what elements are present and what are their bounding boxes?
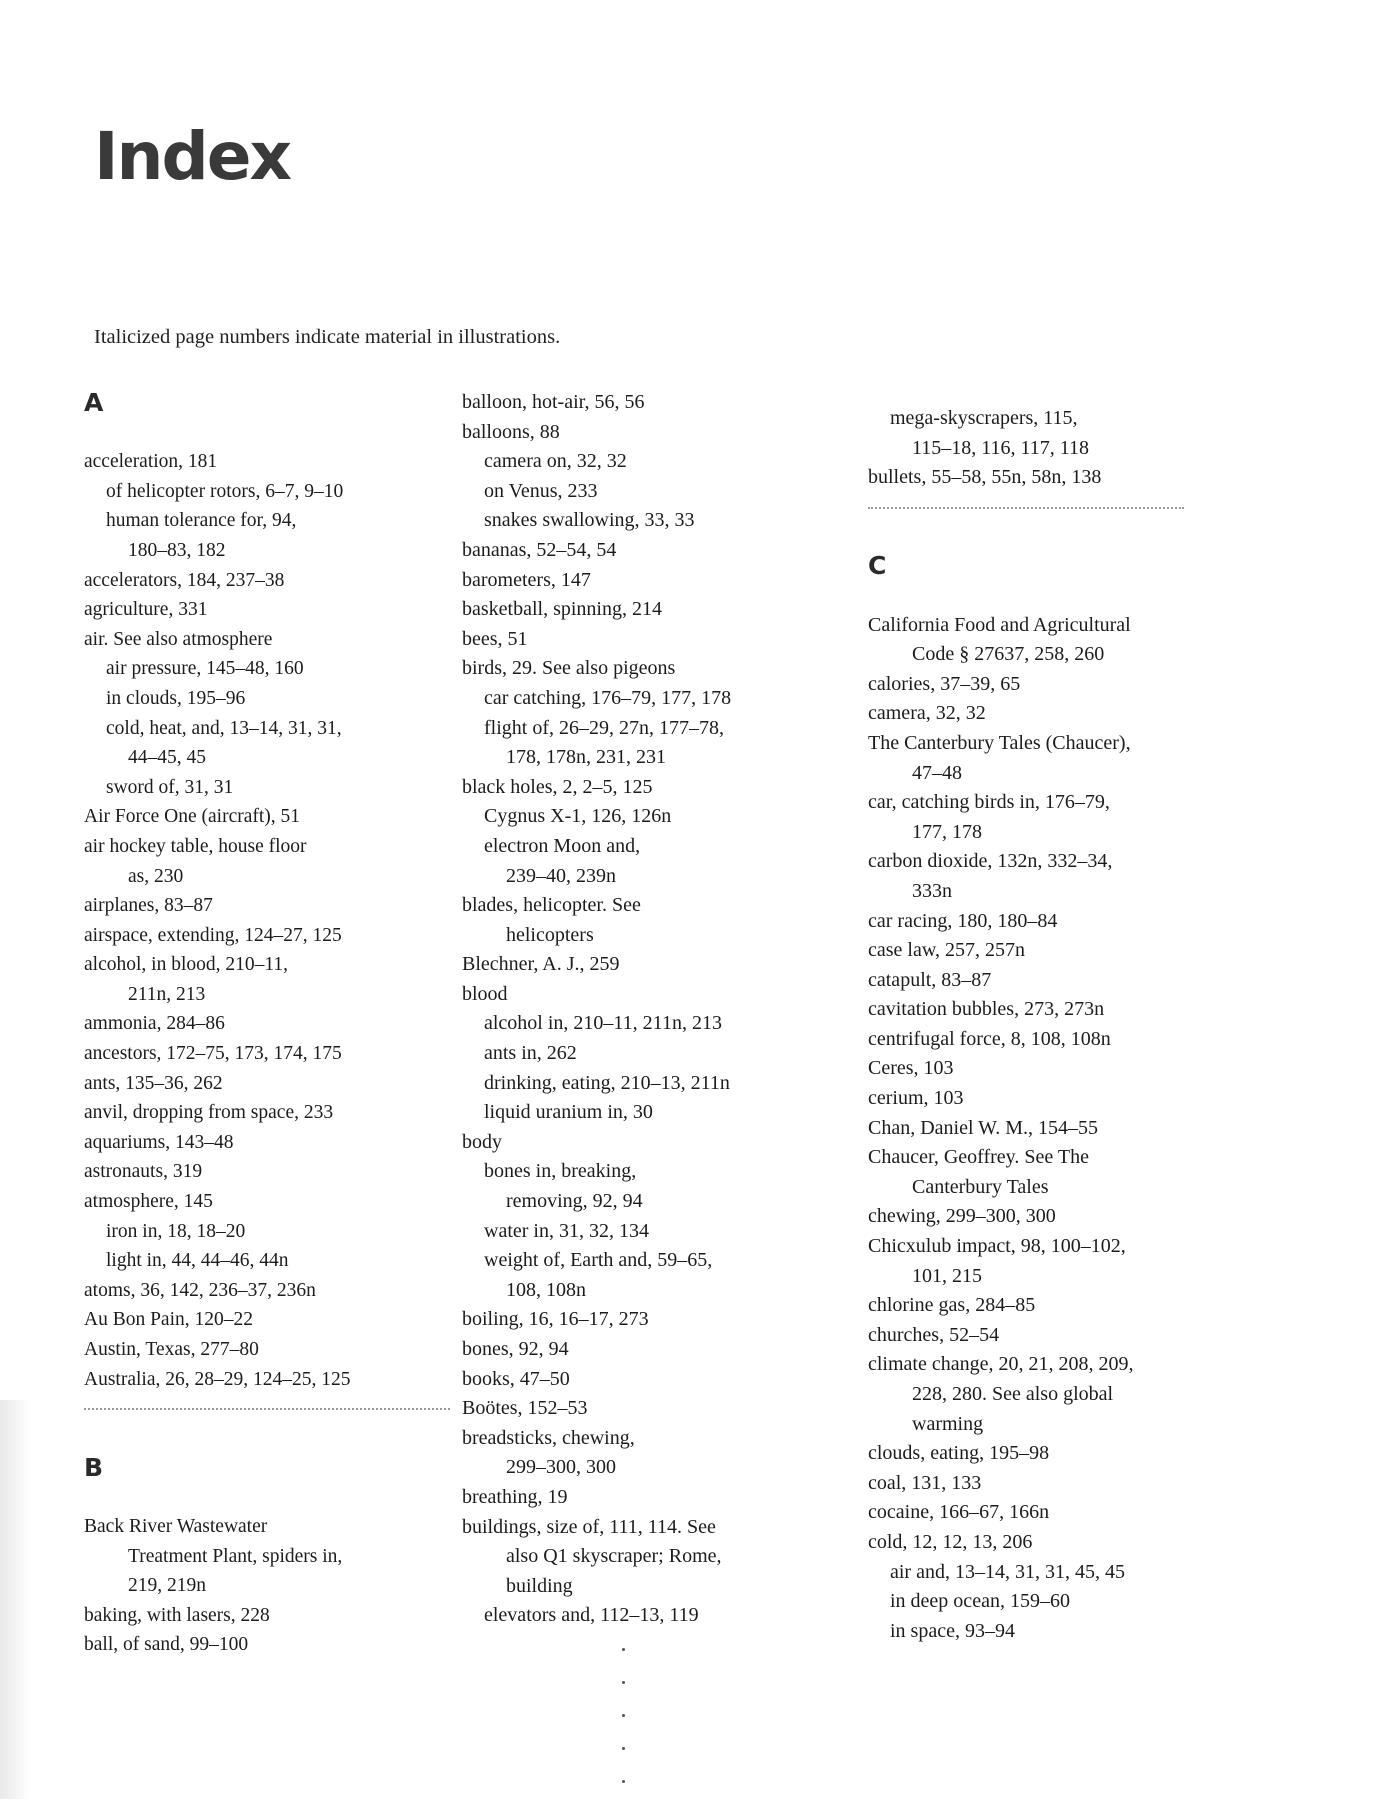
index-entry: birds, 29. See also pigeons bbox=[462, 657, 676, 680]
index-subentry: in deep ocean, 159–60 bbox=[890, 1590, 1070, 1613]
index-entry: boiling, 16, 16–17, 273 bbox=[462, 1308, 649, 1331]
index-entry: airspace, extending, 124–27, 125 bbox=[84, 924, 342, 946]
index-entry: bananas, 52–54, 54 bbox=[462, 538, 617, 561]
index-entry: centrifugal force, 8, 108, 108n bbox=[868, 1027, 1111, 1050]
index-entry: blades, helicopter. See bbox=[462, 894, 641, 917]
dot-mark bbox=[622, 1714, 625, 1717]
index-subentry: 177, 178 bbox=[912, 820, 982, 843]
index-entry: atmosphere, 145 bbox=[84, 1191, 213, 1213]
index-entry: Air Force One (aircraft), 51 bbox=[84, 806, 301, 828]
index-entry: Chaucer, Geoffrey. See The bbox=[868, 1146, 1089, 1169]
index-subentry: building bbox=[506, 1574, 573, 1597]
index-entry: breadsticks, chewing, bbox=[462, 1426, 635, 1449]
index-subentry: removing, 92, 94 bbox=[506, 1190, 643, 1213]
dot-mark bbox=[622, 1780, 625, 1783]
spacer bbox=[84, 418, 464, 448]
index-subentry: Cygnus X-1, 126, 126n bbox=[484, 805, 672, 828]
index-entry: astronauts, 319 bbox=[84, 1161, 203, 1183]
index-entry: ball, of sand, 99–100 bbox=[84, 1634, 249, 1656]
index-entry: clouds, eating, 195–98 bbox=[868, 1442, 1050, 1465]
index-subentry: Canterbury Tales bbox=[912, 1175, 1049, 1198]
index-entry: cocaine, 166–67, 166n bbox=[868, 1501, 1050, 1524]
index-subentry: alcohol in, 210–11, 211n, 213 bbox=[484, 1012, 722, 1035]
index-entry: bullets, 55–58, 55n, 58n, 138 bbox=[868, 466, 1102, 489]
index-subentry: of helicopter rotors, 6–7, 9–10 bbox=[106, 480, 344, 502]
dotted-divider bbox=[868, 493, 1184, 509]
index-subentry: 178, 178n, 231, 231 bbox=[506, 746, 666, 769]
index-entry: agriculture, 331 bbox=[84, 599, 208, 621]
index-column-3 bbox=[868, 404, 1198, 1646]
index-subentry: 47–48 bbox=[912, 761, 962, 784]
section-letter: B bbox=[84, 1452, 104, 1482]
index-entry: camera, 32, 32 bbox=[868, 702, 986, 725]
index-entry: carbon dioxide, 132n, 332–34, bbox=[868, 850, 1113, 873]
index-entry: Australia, 26, 28–29, 124–25, 125 bbox=[84, 1368, 351, 1390]
index-subentry: 211n, 213 bbox=[128, 983, 206, 1005]
index-entry: Chan, Daniel W. M., 154–55 bbox=[868, 1116, 1098, 1139]
dot-mark bbox=[622, 1648, 625, 1651]
index-entry: accelerators, 184, 237–38 bbox=[84, 569, 285, 591]
index-subentry: helicopters bbox=[506, 923, 594, 946]
index-entry: air hockey table, house floor bbox=[84, 835, 307, 857]
index-entry: basketball, spinning, 214 bbox=[462, 598, 662, 621]
index-subentry: air pressure, 145–48, 160 bbox=[106, 658, 304, 680]
index-subentry: Code § 27637, 258, 260 bbox=[912, 643, 1105, 666]
index-entry: California Food and Agricultural bbox=[868, 613, 1131, 636]
index-subentry: 115–18, 116, 117, 118 bbox=[912, 436, 1090, 459]
trailing-dot-marks bbox=[622, 1648, 628, 1813]
index-subentry: iron in, 18, 18–20 bbox=[106, 1220, 246, 1242]
index-entry: balloon, hot-air, 56, 56 bbox=[462, 391, 645, 413]
index-entry: car, catching birds in, 176–79, bbox=[868, 791, 1110, 814]
section-letter: A bbox=[84, 388, 104, 417]
index-entry: Chicxulub impact, 98, 100–102, bbox=[868, 1235, 1126, 1258]
index-subentry: as, 230 bbox=[128, 865, 184, 887]
index-subentry: electron Moon and, bbox=[484, 834, 641, 857]
index-subentry: 219, 219n bbox=[128, 1575, 206, 1597]
index-entry: catapult, 83–87 bbox=[868, 968, 992, 991]
index-subentry: bones in, breaking, bbox=[484, 1160, 637, 1183]
index-subentry: Treatment Plant, spiders in, bbox=[128, 1545, 343, 1567]
index-subentry: elevators and, 112–13, 119 bbox=[484, 1604, 699, 1627]
dot-mark bbox=[622, 1747, 625, 1750]
index-subentry: warming bbox=[912, 1412, 984, 1435]
spacer bbox=[84, 1482, 464, 1512]
index-entry: atoms, 36, 142, 236–37, 236n bbox=[84, 1279, 316, 1301]
index-entry: ancestors, 172–75, 173, 174, 175 bbox=[84, 1043, 342, 1065]
index-entry: blood bbox=[462, 982, 508, 1005]
index-subentry: ants in, 262 bbox=[484, 1042, 577, 1065]
index-entry: black holes, 2, 2–5, 125 bbox=[462, 775, 653, 798]
index-entry: airplanes, 83–87 bbox=[84, 895, 213, 917]
index-subentry: cold, heat, and, 13–14, 31, 31, bbox=[106, 717, 342, 739]
index-subentry: 228, 280. See also global bbox=[912, 1383, 1114, 1405]
index-entry: cold, 12, 12, 13, 206 bbox=[868, 1530, 1033, 1553]
spacer bbox=[868, 581, 1198, 611]
index-entry: books, 47–50 bbox=[462, 1367, 570, 1390]
index-entry: Austin, Texas, 277–80 bbox=[84, 1339, 259, 1360]
index-subentry: on Venus, 233 bbox=[484, 479, 598, 502]
index-entry: Au Bon Pain, 120–22 bbox=[84, 1309, 254, 1331]
index-entry: breathing, 19 bbox=[462, 1485, 568, 1508]
index-subentry: 44–45, 45 bbox=[128, 747, 206, 769]
index-subentry: liquid uranium in, 30 bbox=[484, 1101, 653, 1124]
index-subentry: 101, 215 bbox=[912, 1264, 982, 1287]
index-subentry: human tolerance for, 94, bbox=[106, 510, 297, 532]
index-entry: buildings, size of, 111, 114. See bbox=[462, 1515, 716, 1538]
index-subentry: in clouds, 195–96 bbox=[106, 687, 246, 709]
index-subentry: light in, 44, 44–46, 44n bbox=[106, 1250, 289, 1272]
index-intro-note: Italicized page numbers indicate material in illustrations. bbox=[94, 326, 561, 348]
index-subentry: air and, 13–14, 31, 31, 45, 45 bbox=[890, 1560, 1125, 1583]
page-edge-shadow bbox=[0, 1400, 30, 1799]
index-column-2 bbox=[462, 388, 862, 1631]
index-entry: ants, 135–36, 262 bbox=[84, 1072, 223, 1094]
index-subentry: 108, 108n bbox=[506, 1278, 586, 1301]
index-subentry: flight of, 26–29, 27n, 177–78, bbox=[484, 716, 724, 739]
index-subentry: 333n bbox=[912, 879, 952, 902]
index-entry: aquariums, 143–48 bbox=[84, 1131, 234, 1153]
index-entry: Boötes, 152–53 bbox=[462, 1397, 588, 1420]
index-entry: air. See also atmosphere bbox=[84, 628, 273, 650]
index-entry: cavitation bubbles, 273, 273n bbox=[868, 998, 1105, 1021]
index-entry: body bbox=[462, 1130, 502, 1153]
spacer bbox=[84, 1423, 464, 1453]
index-subentry: drinking, eating, 210–13, 211n bbox=[484, 1071, 730, 1094]
index-entry: Back River Wastewater bbox=[84, 1515, 268, 1537]
index-entry: cerium, 103 bbox=[868, 1087, 964, 1110]
index-subentry: also Q1 skyscraper; Rome, bbox=[506, 1545, 722, 1568]
index-entry: bones, 92, 94 bbox=[462, 1338, 569, 1360]
index-column-1 bbox=[84, 388, 464, 1660]
index-entry: Ceres, 103 bbox=[868, 1057, 954, 1080]
index-entry: ammonia, 284–86 bbox=[84, 1013, 225, 1035]
index-subentry: 180–83, 182 bbox=[128, 539, 226, 561]
index-subentry: 299–300, 300 bbox=[506, 1456, 616, 1479]
index-subentry: sword of, 31, 31 bbox=[106, 776, 234, 798]
index-subentry: camera on, 32, 32 bbox=[484, 450, 627, 473]
index-entry: bees, 51 bbox=[462, 627, 528, 650]
index-entry: calories, 37–39, 65 bbox=[868, 672, 1021, 695]
spacer bbox=[868, 522, 1198, 552]
index-entry: churches, 52–54 bbox=[868, 1323, 1000, 1346]
index-entry: Blechner, A. J., 259 bbox=[462, 953, 620, 976]
index-entry: chlorine gas, 284–85 bbox=[868, 1294, 1036, 1317]
index-entry: baking, with lasers, 228 bbox=[84, 1604, 270, 1626]
page-title: Index bbox=[94, 118, 291, 195]
index-entry: acceleration, 181 bbox=[84, 451, 218, 473]
index-entry: chewing, 299–300, 300 bbox=[868, 1205, 1056, 1228]
section-letter: C bbox=[868, 551, 887, 581]
index-entry: alcohol, in blood, 210–11, bbox=[84, 954, 289, 976]
index-subentry: mega-skyscrapers, 115, bbox=[890, 407, 1078, 429]
index-subentry: weight of, Earth and, 59–65, bbox=[484, 1249, 713, 1272]
index-entry: barometers, 147 bbox=[462, 568, 591, 591]
index-entry: balloons, 88 bbox=[462, 420, 560, 443]
index-entry: coal, 131, 133 bbox=[868, 1471, 982, 1494]
index-entry: anvil, dropping from space, 233 bbox=[84, 1102, 334, 1124]
index-entry: climate change, 20, 21, 208, 209, bbox=[868, 1353, 1134, 1376]
index-entry: car racing, 180, 180–84 bbox=[868, 909, 1058, 932]
dot-mark bbox=[622, 1681, 625, 1684]
dotted-divider bbox=[84, 1394, 450, 1410]
index-subentry: in space, 93–94 bbox=[890, 1619, 1015, 1642]
index-entry: The Canterbury Tales (Chaucer), bbox=[868, 731, 1131, 754]
index-entry: case law, 257, 257n bbox=[868, 939, 1025, 962]
index-subentry: car catching, 176–79, 177, 178 bbox=[484, 686, 732, 709]
index-subentry: snakes swallowing, 33, 33 bbox=[484, 509, 695, 532]
index-subentry: 239–40, 239n bbox=[506, 864, 616, 887]
index-subentry: water in, 31, 32, 134 bbox=[484, 1219, 649, 1242]
